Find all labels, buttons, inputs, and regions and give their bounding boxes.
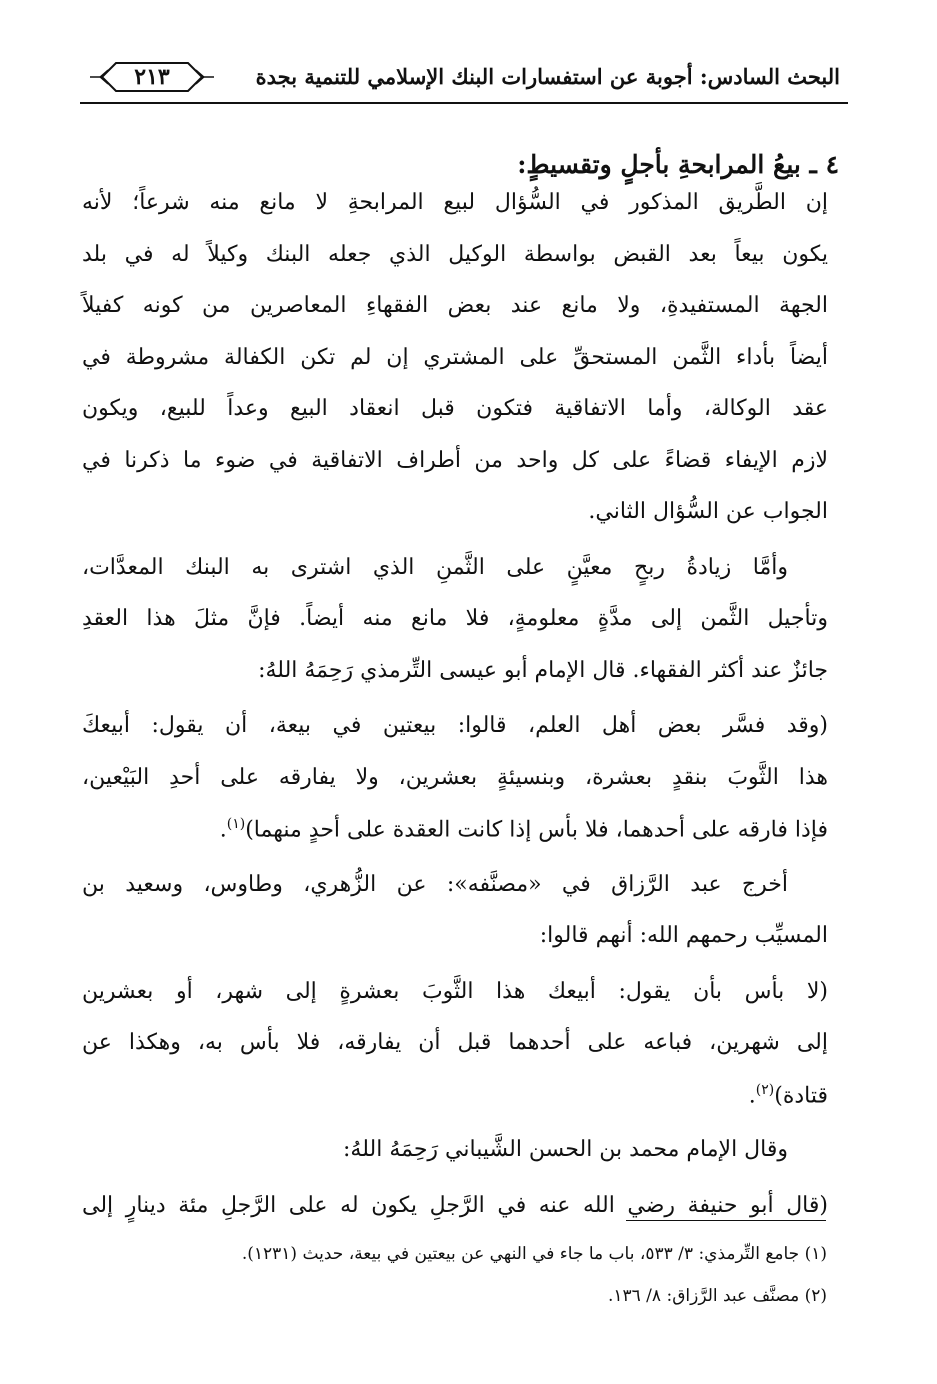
running-header (80, 52, 848, 112)
text-line: هذا الثَّوبَ بنقدٍ بعشرة، وبنسيئةٍ بعشرين، ولا يفارقه على أحدِ البَيْعين، (82, 764, 828, 790)
footnote-ref: (١) (226, 816, 246, 832)
text-line: إن الطَّريق المذكور في السُّؤال لبيع المرابحةِ لا مانع منه شرعاً؛ لأنه (82, 190, 828, 215)
page-number-badge (86, 58, 218, 96)
text-line: (قال أبو حنيفة رضي الله عنه في الرَّجلِ يكون له على الرَّجلِ مئة دينارٍ إلى (82, 1192, 828, 1218)
text-line: أيضاً بأداء الثَّمن المستحقِّ على المشتري إن لم تكن الكفالة مشروطة في (82, 344, 828, 370)
running-header-title: البحث السادس: أجوبة عن استفسارات البنك الإسلامي للتنمية بجدة (255, 64, 840, 89)
section-heading: ٤ ـ بيعُ المرابحةِ بأجلٍ وتقسيطٍ: (517, 150, 839, 179)
page-number: ٢١٣ (134, 64, 170, 90)
text-line: وتأجيل الثَّمن إلى مدَّةٍ معلومةٍ، فلا مانع منه أيضاً. فإنَّ مثلَ هذا العقدِ (82, 606, 828, 631)
text-line: الجهة المستفيدةِ، ولا مانع عند بعض الفقهاءِ المعاصرين من كونه كفيلاً (82, 293, 828, 318)
footnote: (٢) مصنَّف عبد الرَّزاق: ٨/ ١٣٦. (607, 1286, 827, 1306)
quote-text: فإذا فارقه على أحدهما، فلا بأس إذا كانت العقدة على أحدٍ منهما) (245, 817, 828, 843)
text-line: يكون بيعاً بعد القبض بواسطة الوكيل الذي جعله البنك وكيلاً له في بلد (82, 241, 828, 267)
text-line: وأمَّا زيادةُ ربحٍ معيَّنٍ على الثَّمنِ الذي اشترى به البنك المعدَّات، (82, 554, 788, 580)
text-line: لازم الإيفاء قضاءً على كل واحد من أطراف الاتفاقية في ضوء ما ذكرنا في (82, 447, 828, 473)
text-line: أخرج عبد الرَّزاق في «مصنَّفه»: عن الزُّهري، وطاوس، وسعيد بن (82, 871, 788, 897)
text-line: (وقد فسَّر بعض أهل العلم، قالوا: بيعتين في بيعة، أن يقول: أبيعكَ (82, 713, 828, 738)
footnote-ref: (٢) (755, 1081, 775, 1098)
text-line: إلى شهرين، فباعه على أحدهما قبل أن يفارقه، فلا بأس به، وهكذا عن (82, 1030, 828, 1055)
footnote: (١) جامع التِّرمذي: ٣/ ٥٣٣، باب ما جاء في النهي عن بيعتين في بيعة، حديث (١٢٣١). (241, 1244, 827, 1264)
quote-text: قتادة) (774, 1082, 828, 1108)
text-line: قتادة)$^{(٢)}$. (748, 1081, 828, 1108)
text-line: الجواب عن السُّؤال الثاني. (588, 499, 828, 524)
text-line: جائزٌ عند أكثر الفقهاء. قال الإمام أبو عيسى التِّرمذي رَحِمَهُ اللهُ: (258, 657, 828, 683)
text-line: وقال الإمام محمد بن الحسن الشَّيباني رَحِمَهُ اللهُ: (343, 1137, 788, 1162)
text-line: عقد الوكالة، وأما الاتفاقية فتكون قبل انعقاد البيع وعداً للبيع، ويكون (82, 396, 828, 421)
text-line: (لا بأس بأن يقول: أبيعك هذا الثَّوبَ بعشرةٍ إلى شهر، أو بعشرين (82, 978, 828, 1004)
text-line: المسيِّب رحمهم الله: أنهم قالوا: (539, 923, 828, 948)
text-line: فإذا فارقه على أحدهما، فلا بأس إذا كانت العقدة على أحدٍ منهما)$^{(١)}$. (219, 816, 828, 843)
header-rule (80, 102, 848, 104)
footnote-separator (626, 1220, 826, 1221)
